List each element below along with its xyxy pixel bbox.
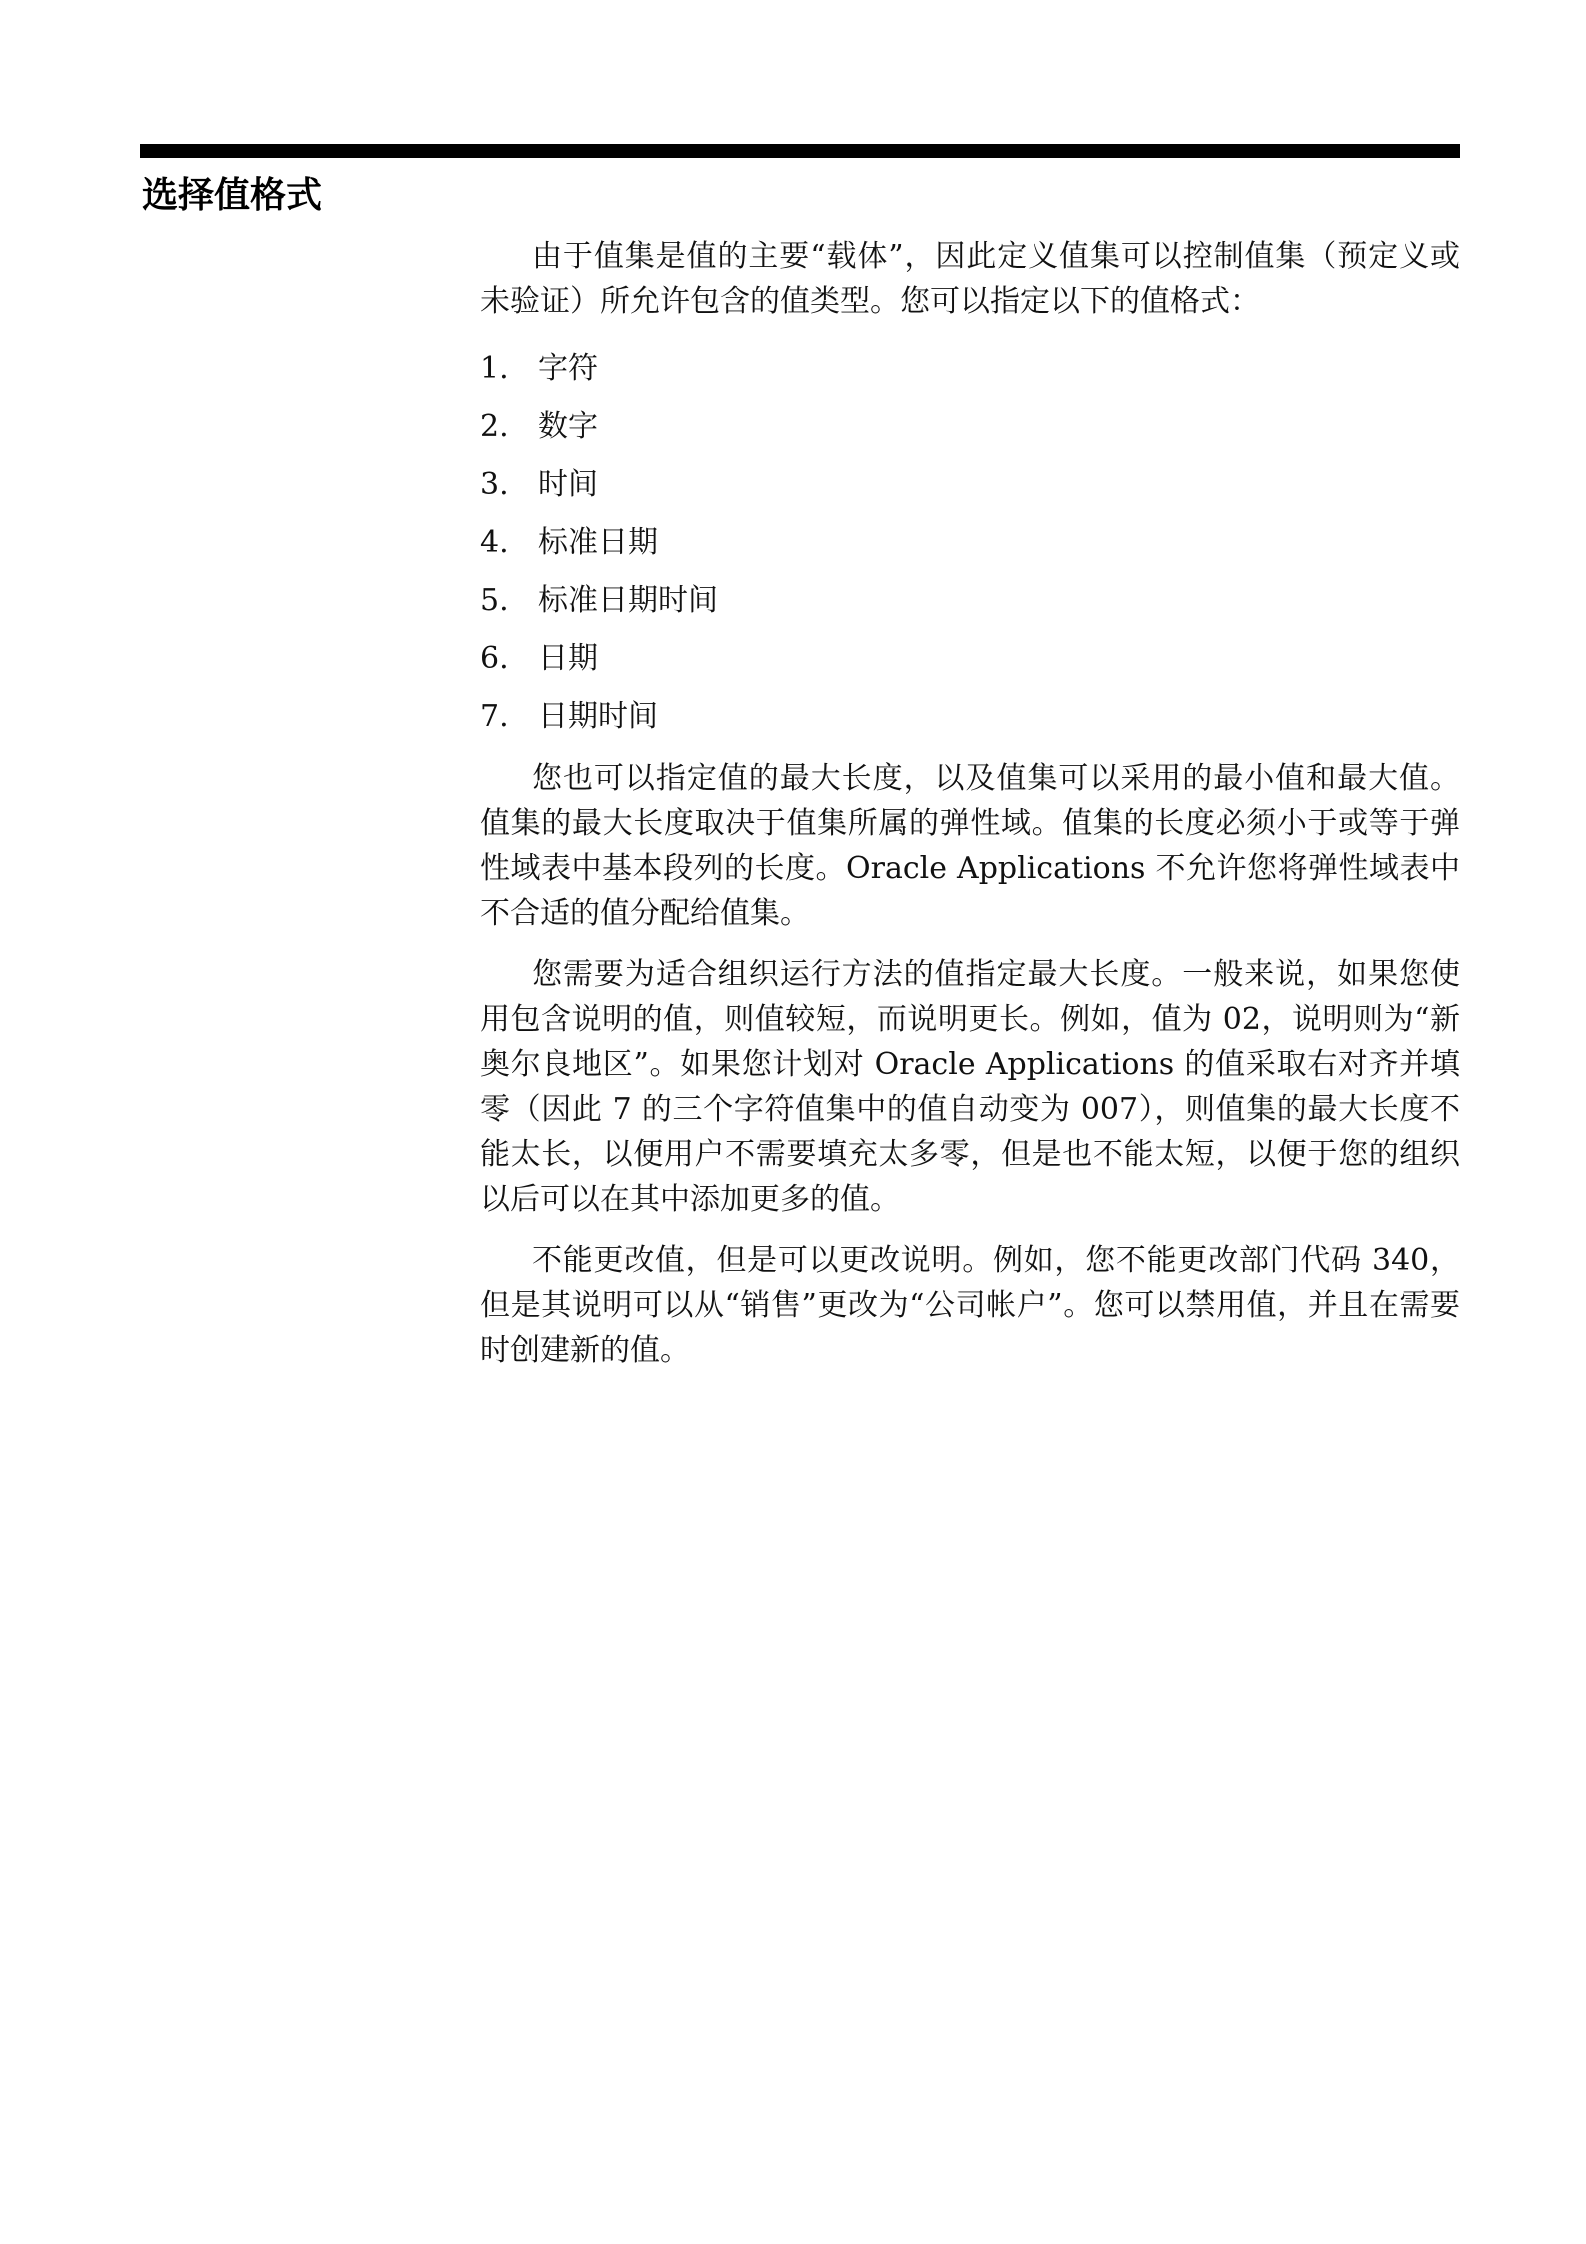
intro-paragraph: 由于值集是值的主要“载体”，因此定义值集可以控制值集（预定义或未验证）所允许包含的值类型。您可以指定以下的值格式： bbox=[480, 239, 1460, 319]
list-item-label: 日期 bbox=[538, 641, 598, 676]
list-item-label: 标准日期 bbox=[538, 525, 658, 560]
list-item bbox=[480, 398, 1460, 456]
list-item bbox=[480, 340, 1460, 398]
list-item bbox=[480, 514, 1460, 572]
format-list bbox=[480, 340, 1460, 746]
top-rule bbox=[140, 144, 1460, 158]
list-item-label: 数字 bbox=[538, 409, 598, 444]
list-item-number: 6. bbox=[480, 641, 509, 676]
list-item-number: 7. bbox=[480, 699, 509, 734]
list-item-number: 5. bbox=[480, 583, 509, 618]
list-item-number: 2. bbox=[480, 409, 509, 444]
content-body bbox=[480, 234, 1460, 1389]
list-item bbox=[480, 572, 1460, 630]
change-paragraph: 不能更改值，但是可以更改说明。例如，您不能更改部门代码 340，但是其说明可以从“销售”更改为“公司帐户”。您可以禁用值，并且在需要时创建新的值。 bbox=[480, 1243, 1460, 1368]
list-item bbox=[480, 688, 1460, 746]
list-item-label: 日期时间 bbox=[538, 699, 658, 734]
list-item bbox=[480, 630, 1460, 688]
list-item-number: 3. bbox=[480, 467, 509, 502]
list-item-label: 时间 bbox=[538, 467, 598, 502]
length-paragraph: 您也可以指定值的最大长度，以及值集可以采用的最小值和最大值。值集的最大长度取决于值集所属的弹性域。值集的长度必须小于或等于弹性域表中基本段列的长度。Oracle Applications 不允许您将弹性域表中不合适的值分配给值集。 bbox=[480, 761, 1460, 931]
section-title: 选择值格式 bbox=[142, 175, 323, 216]
list-item bbox=[480, 456, 1460, 514]
list-item-number: 1. bbox=[480, 351, 509, 386]
max-length-paragraph: 您需要为适合组织运行方法的值指定最大长度。一般来说，如果您使用包含说明的值，则值较短，而说明更长。例如，值为 02，说明则为“新奥尔良地区”。如果您计划对 Oracle Applications 的值采取右对齐并填零（因此 7 的三个字符值集中的值自动变为 007），则值集的最大长度不能太长，以便用户不需要填充太多零，但是也不能太短，以便于您的组织以后可以在其中添加更多的值。 bbox=[480, 957, 1460, 1217]
list-item-number: 4. bbox=[480, 525, 509, 560]
list-item-label: 字符 bbox=[538, 351, 598, 386]
list-item-label: 标准日期时间 bbox=[538, 583, 718, 618]
